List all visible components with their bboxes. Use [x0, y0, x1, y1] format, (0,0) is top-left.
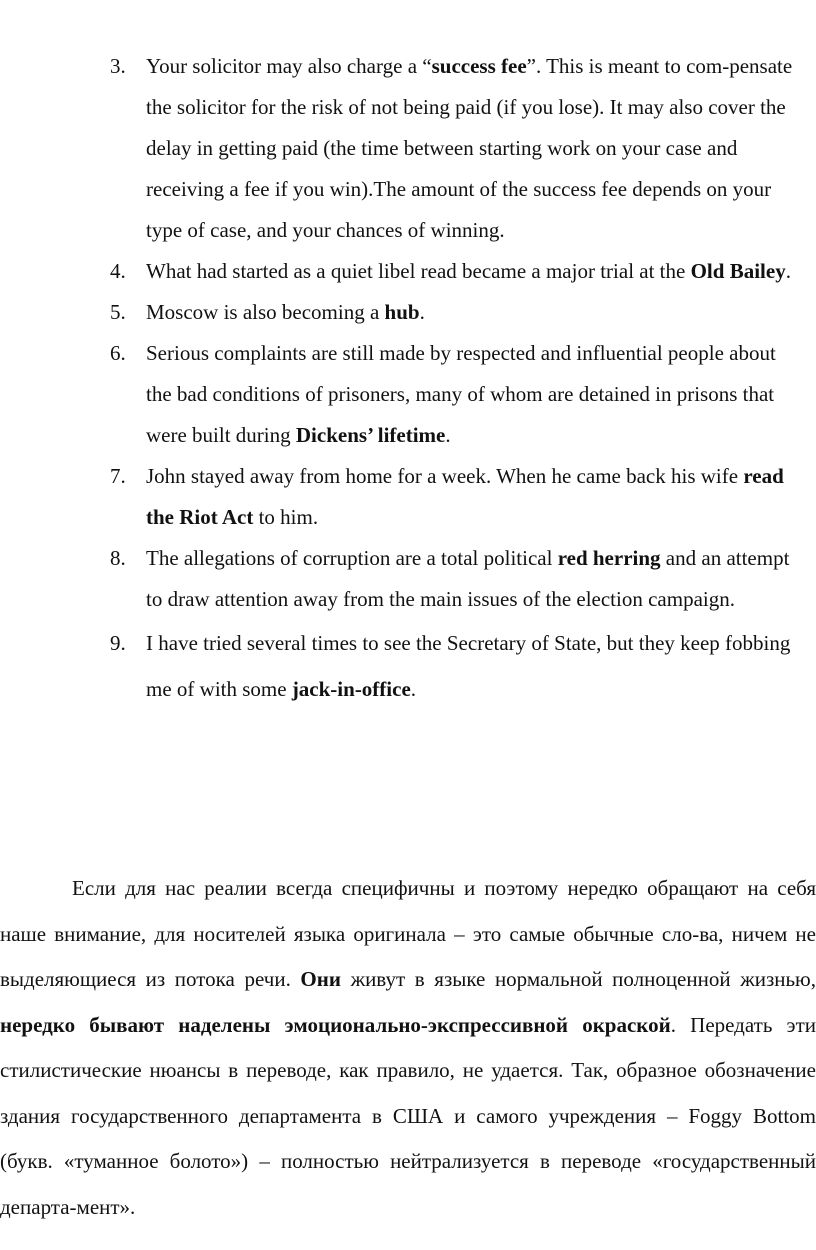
list-number: 5. [110, 300, 126, 324]
item-text: Serious complaints are still made by respected and influential people about the bad conditions of prisoners, many of whom are detained in prisons that were built during [146, 341, 776, 447]
item-text: . [785, 259, 791, 283]
item-text: to him. [253, 505, 319, 529]
list-number: 9. [110, 631, 126, 655]
body-paragraph [0, 866, 816, 1230]
bold-term: hub [384, 300, 420, 324]
list-item-7 [0, 456, 816, 538]
list-number: 6. [110, 341, 126, 365]
item-text: John stayed away from home for a week. When he came back his wife [146, 464, 744, 488]
list-item-8 [0, 538, 816, 620]
numbered-list [0, 46, 816, 712]
item-text: . [410, 677, 417, 701]
list-item-4 [0, 251, 816, 292]
item-text: The allegations of corruption are a total political [146, 546, 558, 570]
item-text: What had started as a quiet libel read became a major trial at the [146, 259, 691, 283]
item-text: . [419, 300, 425, 324]
bold-term: read the Riot Act [146, 464, 784, 529]
item-text: . [445, 423, 451, 447]
bold-phrase: Они [300, 967, 341, 991]
list-item-3 [0, 46, 816, 251]
list-number: 7. [110, 464, 126, 488]
list-item-5 [0, 292, 816, 333]
item-text: Moscow is also becoming a [146, 300, 385, 324]
bold-term: jack-in-office [291, 677, 411, 701]
bold-phrase: нередко бывают наделены эмоционально-экспрессивной окраской [0, 1012, 671, 1037]
item-text: I have tried several times to see the Secretary of State, but they keep fobbing me of with some [146, 631, 791, 701]
paragraph-text: живут в языке нормальной полноценной жизнью, [340, 967, 816, 991]
list-item-9 [0, 620, 816, 712]
bold-term: Old Bailey [690, 259, 786, 283]
item-text: Your solicitor may also charge a “ [146, 54, 432, 78]
item-text: and an attempt to draw attention away from the main issues of the election campaign. [146, 546, 790, 611]
item-text: ”. This is meant to com-pensate the solicitor for the risk of not being paid (if you lose). It may also cover the delay in getting paid (the time between starting work on your case and receiving a fee if you win).The amount of the success fee depends on your type of case, and your chances of winning. [146, 54, 793, 242]
bold-term: success fee [431, 54, 527, 78]
list-item-6 [0, 333, 816, 456]
paragraph-text: Если для нас реалии всегда специфичны и поэтому нередко обращают на себя наше внимание, для носителей языка оригинала – это самые обычные сло-ва, ничем не выделяющиеся из потока речи. [0, 876, 816, 991]
bold-term: red herring [557, 546, 661, 570]
bold-term: Dickens’ lifetime [295, 423, 446, 447]
list-number: 4. [110, 259, 126, 283]
list-number: 3. [110, 54, 126, 78]
list-number: 8. [110, 546, 126, 570]
paragraph-text: . Передать эти стилистические нюансы в переводе, как правило, не удается. Так, образное обозначение здания государственного департамента в США и самого учреждения – Foggy Bottom (букв. «туманное болото») – полностью нейтрализуется в переводе «государственный департа-мент». [0, 1012, 816, 1219]
